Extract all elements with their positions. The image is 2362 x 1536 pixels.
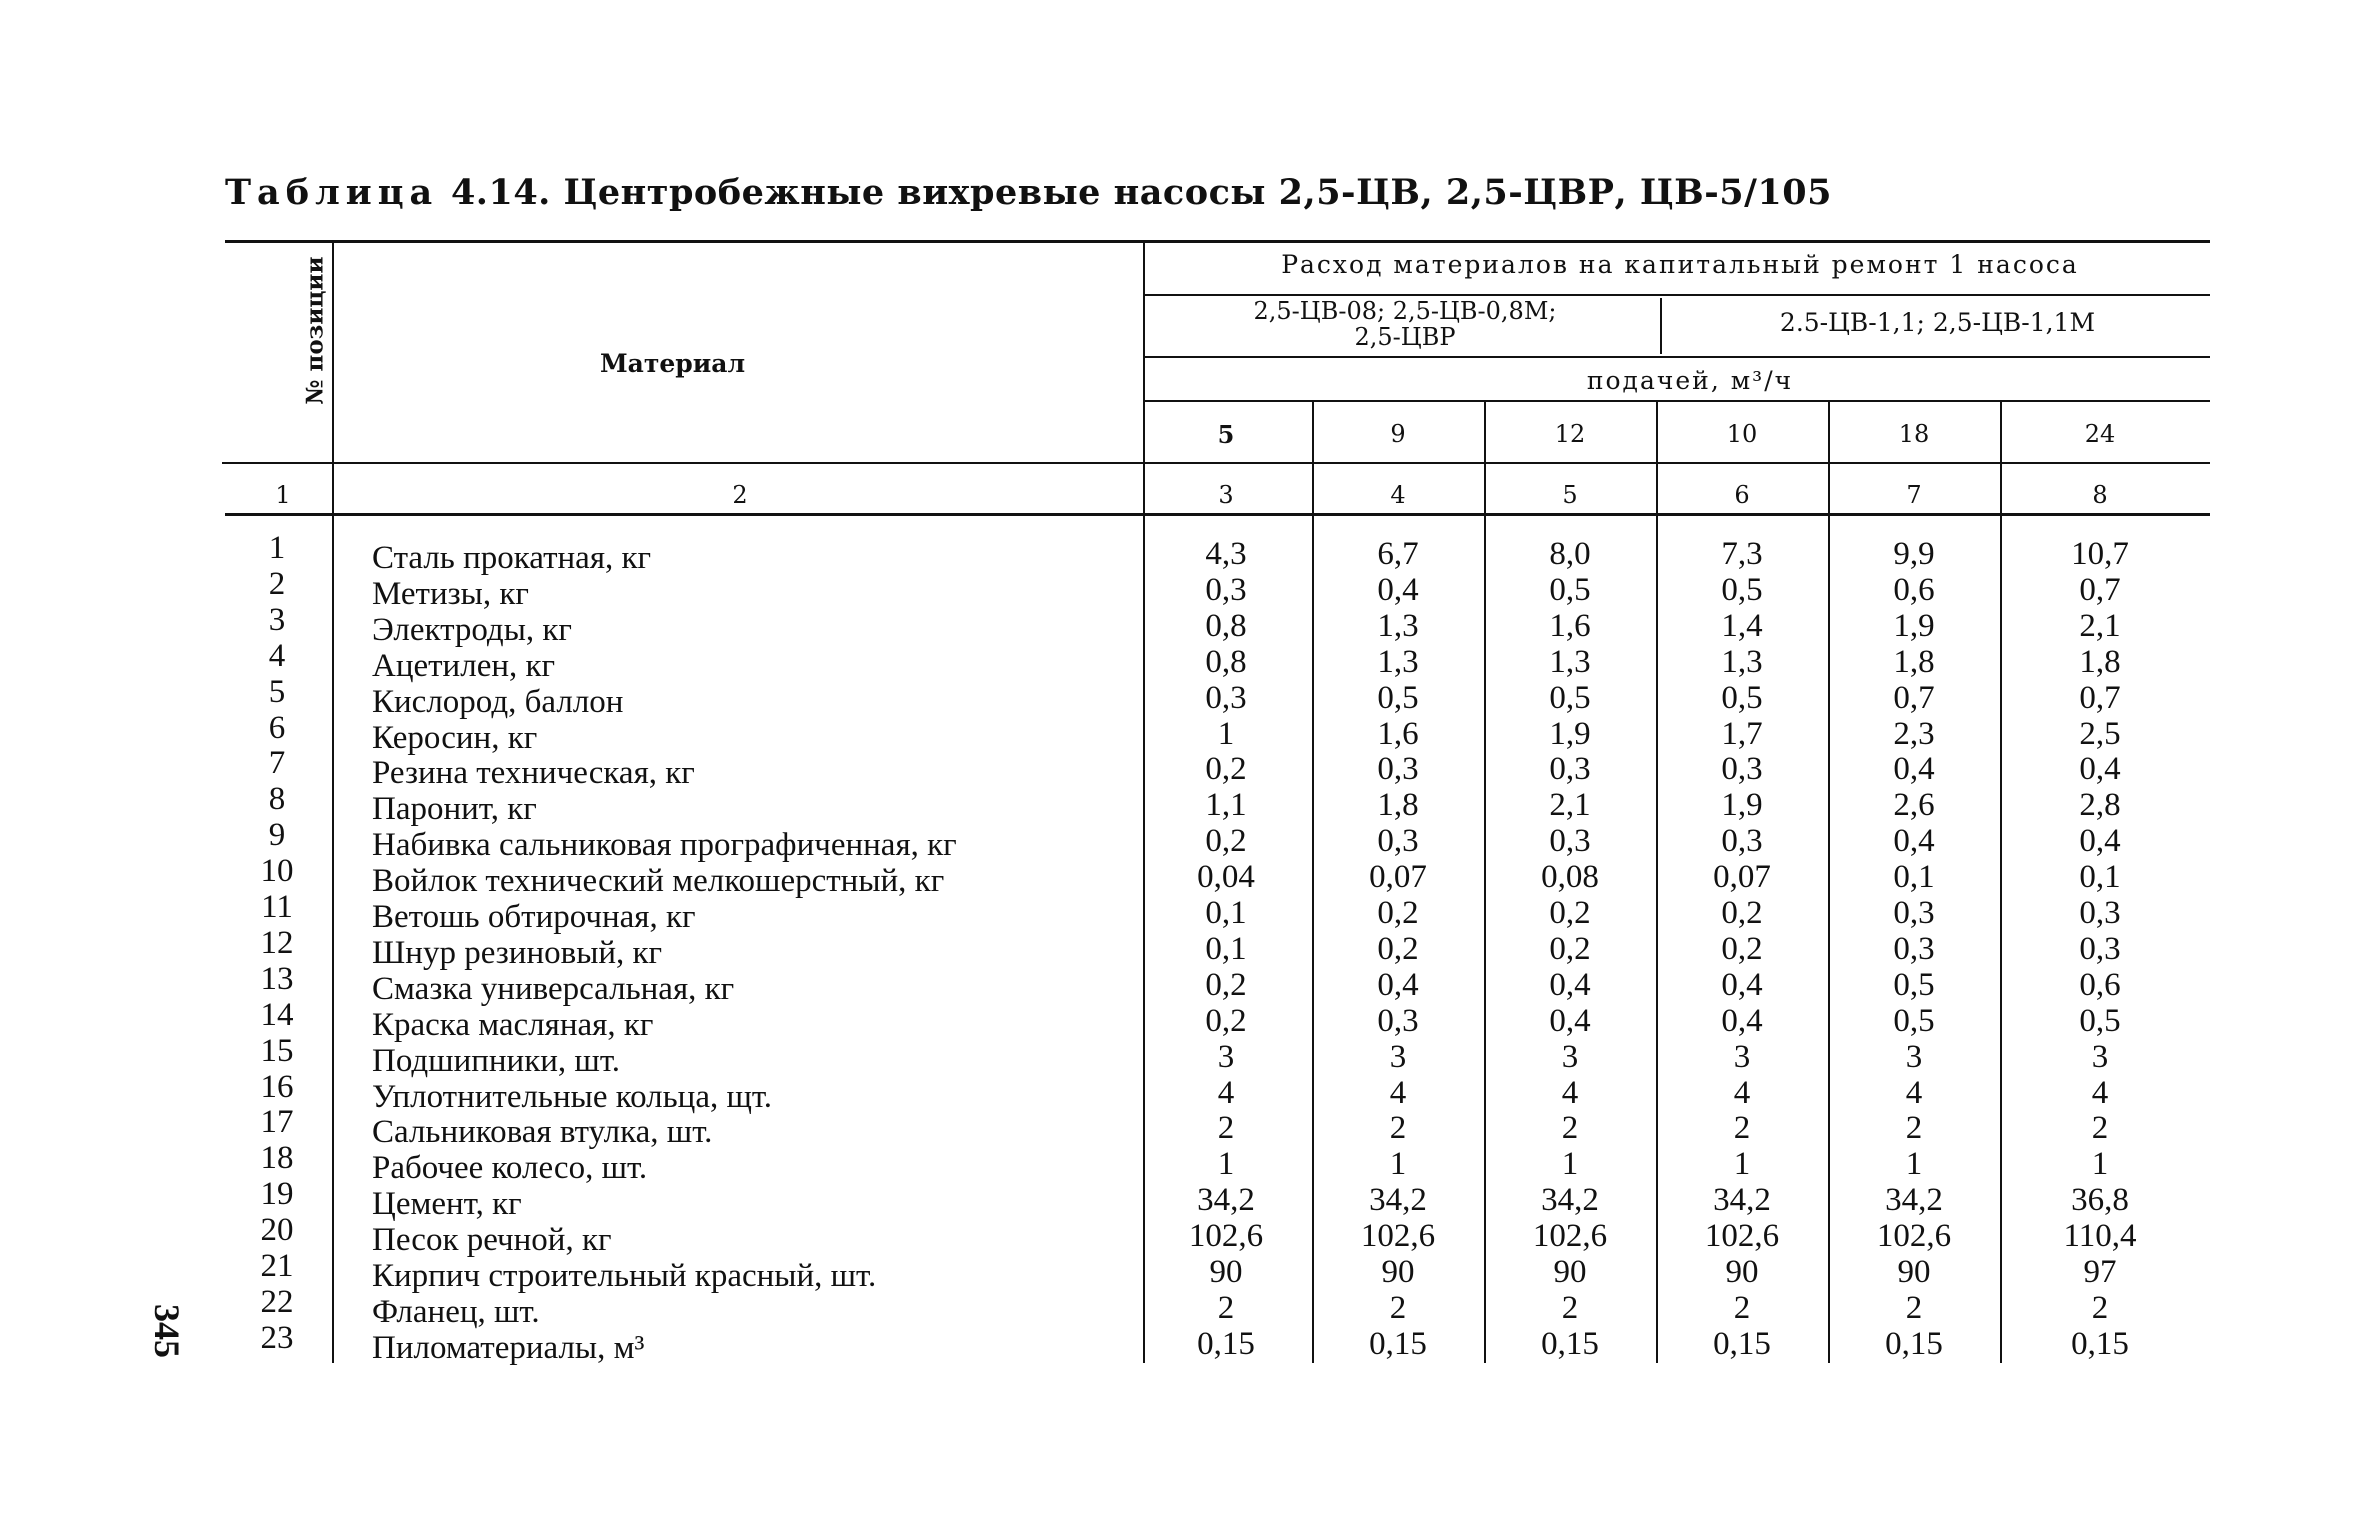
material-name: Подшипники, шт.: [372, 1042, 621, 1079]
cell-value: 0,4: [1721, 1002, 1763, 1039]
column-number: 5: [1562, 481, 1578, 509]
cell-value: 8,0: [1549, 536, 1591, 572]
cell-value: 34,2: [1369, 1182, 1427, 1219]
material-name: Кирпич строительный красный, шт.: [372, 1258, 877, 1294]
cell-value: 2: [1561, 1289, 1579, 1326]
cell-value: 102,6: [1188, 1218, 1264, 1255]
cell-value: 4: [1733, 1074, 1751, 1111]
cell-value: 4: [1217, 1074, 1235, 1111]
cell-value: 4: [1389, 1074, 1407, 1111]
cell-value: 90: [1381, 1254, 1415, 1290]
row-number: 10: [260, 853, 294, 890]
header-rule-consumption: [1145, 294, 2210, 296]
cell-value: 0,3: [1205, 679, 1247, 716]
cell-value: 2,6: [1893, 787, 1935, 824]
material-name: Уплотнительные кольца, щт.: [372, 1078, 773, 1115]
cell-value: 0,3: [1721, 823, 1763, 860]
cell-value: 1: [1905, 1146, 1923, 1183]
cell-value: 2: [1733, 1289, 1751, 1326]
cell-value: 0,15: [2071, 1325, 2129, 1362]
cell-value: 97: [2083, 1254, 2117, 1290]
cell-value: 2: [1389, 1110, 1407, 1147]
flow-header: подачей, м³/ч: [1586, 366, 1794, 395]
cell-value: 0,7: [2079, 679, 2121, 716]
cell-value: 34,2: [1541, 1182, 1599, 1219]
material-name: Шнур резиновый, кг: [372, 934, 663, 971]
cell-value: 0,3: [1893, 930, 1935, 967]
cell-value: 4: [1905, 1074, 1923, 1111]
row-number: 9: [268, 817, 286, 854]
cell-value: 2,3: [1893, 715, 1935, 752]
cell-value: 3: [1561, 1038, 1579, 1075]
material-name: Паронит, кг: [372, 791, 537, 828]
cell-value: 0,4: [1893, 751, 1935, 788]
material-name: Рабочее колесо, шт.: [372, 1150, 648, 1187]
cell-value: 0,5: [1893, 1002, 1935, 1039]
cell-value: 7,3: [1721, 536, 1763, 572]
cell-value: 1: [1561, 1146, 1579, 1183]
cell-value: 0,4: [1377, 966, 1419, 1003]
cell-value: 3: [1389, 1038, 1407, 1075]
cell-value: 3: [1217, 1038, 1235, 1075]
cell-value: 6,7: [1377, 536, 1419, 572]
group-left-line1: 2,5-ЦВ-08; 2,5-ЦВ-0,8М;: [1253, 297, 1557, 325]
material-name: Сальниковая втулка, шт.: [372, 1114, 713, 1151]
material-name: Набивка сальниковая прографиченная, кг: [372, 827, 957, 864]
material-name: Краска масляная, кг: [372, 1006, 654, 1043]
cell-value: 0,3: [1549, 823, 1591, 860]
cell-value: 1,8: [1377, 787, 1419, 824]
cell-value: 2: [1733, 1110, 1751, 1147]
cell-value: 90: [1897, 1254, 1931, 1290]
caption-title: 4.14. Центробежные вихревые насосы 2,5-ЦВ, 2,5-ЦВР, ЦВ-5/105: [450, 172, 1832, 213]
col-rule-5: [1484, 402, 1486, 1363]
position-header: № позиции: [301, 256, 329, 405]
cell-value: 0,5: [1549, 679, 1591, 716]
page-number: 345: [147, 1304, 187, 1358]
material-name: Песок речной, кг: [372, 1222, 612, 1259]
cell-value: 0,3: [1205, 571, 1247, 608]
flow-value: 24: [2084, 420, 2116, 448]
row-number: 7: [268, 745, 286, 782]
cell-value: 2,1: [2079, 607, 2121, 644]
flow-value: 9: [1390, 420, 1406, 448]
cell-value: 1: [1389, 1146, 1407, 1183]
material-name: Пиломатериалы, м³: [372, 1329, 645, 1366]
caption-label: Таблица: [225, 172, 439, 213]
row-number: 17: [260, 1104, 294, 1141]
cell-value: 0,5: [1377, 679, 1419, 716]
table-caption: [225, 172, 1832, 213]
cell-value: 102,6: [1360, 1218, 1436, 1255]
material-name: Ветошь обтирочная, кг: [372, 899, 696, 935]
cell-value: 1,1: [1205, 787, 1247, 824]
cell-value: 2,1: [1549, 787, 1591, 824]
row-number: 5: [268, 673, 286, 710]
cell-value: 34,2: [1197, 1182, 1255, 1219]
cell-value: 1,3: [1377, 643, 1419, 680]
column-number: 6: [1734, 481, 1750, 509]
cell-value: 1,7: [1721, 715, 1763, 752]
group-left-header: [1160, 298, 1650, 350]
cell-value: 0,1: [1205, 895, 1247, 931]
cell-value: 0,4: [2079, 823, 2121, 860]
cell-value: 0,6: [2079, 966, 2121, 1003]
cell-value: 0,3: [1377, 1002, 1419, 1039]
column-number: 8: [2092, 481, 2108, 509]
material-name: Цемент, кг: [372, 1186, 522, 1223]
row-number: 21: [260, 1248, 294, 1284]
cell-value: 0,4: [1549, 966, 1591, 1003]
cell-value: 2: [2091, 1289, 2109, 1326]
column-number: 1: [275, 481, 291, 509]
cell-value: 2: [1905, 1289, 1923, 1326]
cell-value: 3: [2091, 1038, 2109, 1075]
header-rule-groups: [1145, 356, 2210, 358]
cell-value: 0,08: [1541, 859, 1599, 896]
row-number: 19: [260, 1176, 294, 1213]
column-number: 7: [1906, 481, 1922, 509]
cell-value: 0,3: [1721, 751, 1763, 788]
cell-value: 36,8: [2071, 1182, 2129, 1219]
consumption-header: Расход материалов на капитальный ремонт 1 насоса: [1281, 250, 2079, 279]
cell-value: 1: [2091, 1146, 2109, 1183]
row-number: 4: [268, 637, 286, 674]
flow-value: 18: [1898, 420, 1930, 448]
cell-value: 0,2: [1205, 751, 1247, 788]
cell-value: 0,1: [1893, 859, 1935, 896]
col-rule-material: [1143, 243, 1145, 1363]
cell-value: 90: [1553, 1254, 1587, 1290]
cell-value: 0,5: [1721, 679, 1763, 716]
cell-value: 0,4: [1893, 823, 1935, 860]
material-name: Смазка универсальная, кг: [372, 970, 735, 1007]
cell-value: 0,8: [1205, 607, 1247, 644]
cell-value: 1,8: [2079, 643, 2121, 680]
row-number: 3: [268, 601, 286, 638]
cell-value: 2: [1561, 1110, 1579, 1147]
cell-value: 0,3: [1893, 895, 1935, 931]
material-name: Резина техническая, кг: [372, 755, 695, 792]
column-number: 2: [732, 481, 748, 509]
col-rule-pos: [332, 243, 334, 1363]
cell-value: 1,6: [1549, 607, 1591, 644]
cell-value: 0,8: [1205, 643, 1247, 680]
cell-value: 0,04: [1197, 859, 1255, 896]
cell-value: 0,5: [1549, 571, 1591, 608]
row-number: 8: [268, 781, 286, 818]
row-number: 20: [260, 1212, 294, 1249]
cell-value: 0,5: [1893, 966, 1935, 1003]
cell-value: 0,4: [1377, 571, 1419, 608]
cell-value: 2: [2091, 1110, 2109, 1147]
row-number: 18: [260, 1140, 294, 1177]
cell-value: 90: [1209, 1254, 1243, 1290]
cell-value: 1: [1733, 1146, 1751, 1183]
cell-value: 0,15: [1713, 1325, 1771, 1362]
group-left-line2: 2,5-ЦВР: [1354, 323, 1456, 351]
cell-value: 102,6: [1876, 1218, 1952, 1255]
cell-value: 0,15: [1369, 1325, 1427, 1362]
cell-value: 0,2: [1205, 966, 1247, 1003]
row-number: 16: [260, 1068, 294, 1105]
cell-value: 0,2: [1549, 930, 1591, 967]
cell-value: 2,5: [2079, 715, 2121, 752]
cell-value: 3: [1733, 1038, 1751, 1075]
material-name: Метизы, кг: [372, 575, 529, 612]
row-number: 12: [260, 924, 294, 961]
cell-value: 0,3: [1549, 751, 1591, 788]
material-name: Ацетилен, кг: [372, 647, 556, 684]
material-name: Кислород, баллон: [372, 683, 624, 720]
cell-value: 102,6: [1532, 1218, 1608, 1255]
cell-value: 4: [1561, 1074, 1579, 1111]
col-rule-4: [1312, 402, 1314, 1363]
row-number: 2: [268, 565, 286, 602]
table-top-rule: [225, 240, 2210, 243]
cell-value: 0,6: [1893, 571, 1935, 608]
cell-value: 2: [1217, 1289, 1235, 1326]
cell-value: 1,3: [1549, 643, 1591, 680]
cell-value: 90: [1725, 1254, 1759, 1290]
col-rule-7: [1828, 402, 1830, 1363]
cell-value: 1,9: [1549, 715, 1591, 752]
row-number: 22: [260, 1283, 294, 1320]
cell-value: 1,4: [1721, 607, 1763, 644]
cell-value: 0,15: [1197, 1325, 1255, 1362]
cell-value: 0,2: [1549, 895, 1591, 931]
cell-value: 110,4: [2063, 1218, 2137, 1255]
row-number: 13: [260, 960, 294, 997]
row-number: 15: [260, 1032, 294, 1069]
cell-value: 0,5: [1721, 571, 1763, 608]
cell-value: 9,9: [1893, 536, 1935, 572]
cell-value: 0,15: [1541, 1325, 1599, 1362]
material-name: Керосин, кг: [372, 719, 538, 756]
cell-value: 0,3: [1377, 751, 1419, 788]
cell-value: 0,4: [1721, 966, 1763, 1003]
group-right-header: 2.5-ЦВ-1,1; 2,5-ЦВ-1,1М: [1779, 308, 2096, 337]
material-name: Фланец, шт.: [372, 1293, 540, 1330]
flow-value: 10: [1726, 420, 1758, 448]
column-number: 4: [1390, 481, 1406, 509]
cell-value: 1,9: [1721, 787, 1763, 824]
cell-value: 2: [1389, 1289, 1407, 1326]
cell-value: 4: [2091, 1074, 2109, 1111]
row-number: 23: [260, 1319, 294, 1356]
cell-value: 34,2: [1713, 1182, 1771, 1219]
cell-value: 0,2: [1205, 1002, 1247, 1039]
column-number: 3: [1218, 481, 1234, 509]
row-number: 14: [260, 996, 294, 1033]
cell-value: 0,2: [1721, 930, 1763, 967]
cell-value: 0,3: [1377, 823, 1419, 860]
cell-value: 0,1: [1205, 930, 1247, 967]
cell-value: 1,9: [1893, 607, 1935, 644]
cell-value: 0,7: [1893, 679, 1935, 716]
cell-value: 34,2: [1885, 1182, 1943, 1219]
column-numbers-rule: [225, 513, 2210, 516]
cell-value: 2: [1217, 1110, 1235, 1147]
cell-value: 1: [1217, 1146, 1235, 1183]
cell-value: 1,8: [1893, 643, 1935, 680]
header-rule-flow: [1145, 400, 2210, 402]
cell-value: 4,3: [1205, 536, 1247, 572]
row-number: 6: [268, 709, 286, 746]
material-name: Электроды, кг: [372, 611, 572, 648]
cell-value: 0,3: [2079, 895, 2121, 931]
cell-value: 1,3: [1721, 643, 1763, 680]
col-rule-6: [1656, 402, 1658, 1363]
cell-value: 0,2: [1377, 895, 1419, 931]
cell-value: 0,1: [2079, 859, 2121, 896]
row-number: 1: [268, 530, 286, 566]
cell-value: 0,2: [1377, 930, 1419, 967]
header-rule-bottom: [222, 462, 2210, 464]
col-rule-8: [2000, 402, 2002, 1363]
cell-value: 1,6: [1377, 715, 1419, 752]
cell-value: 0,2: [1205, 823, 1247, 860]
material-name: Сталь прокатная, кг: [372, 540, 652, 576]
cell-value: 0,7: [2079, 571, 2121, 608]
cell-value: 10,7: [2071, 536, 2129, 572]
cell-value: 0,3: [2079, 930, 2121, 967]
cell-value: 2,8: [2079, 787, 2121, 824]
cell-value: 0,07: [1713, 859, 1771, 896]
cell-value: 0,4: [1549, 1002, 1591, 1039]
flow-value: 12: [1554, 420, 1586, 448]
flow-value: 5: [1217, 420, 1235, 449]
cell-value: 0,5: [2079, 1002, 2121, 1039]
group-divider: [1660, 298, 1662, 354]
row-number: 11: [261, 889, 293, 925]
cell-value: 1,3: [1377, 607, 1419, 644]
cell-value: 0,2: [1721, 895, 1763, 931]
cell-value: 0,15: [1885, 1325, 1943, 1362]
material-header: Материал: [600, 349, 746, 378]
cell-value: 2: [1905, 1110, 1923, 1147]
cell-value: 102,6: [1704, 1218, 1780, 1255]
cell-value: 3: [1905, 1038, 1923, 1075]
cell-value: 0,07: [1369, 859, 1427, 896]
cell-value: 0,4: [2079, 751, 2121, 788]
cell-value: 1: [1217, 715, 1235, 752]
material-name: Войлок технический мелкошерстный, кг: [372, 863, 945, 900]
